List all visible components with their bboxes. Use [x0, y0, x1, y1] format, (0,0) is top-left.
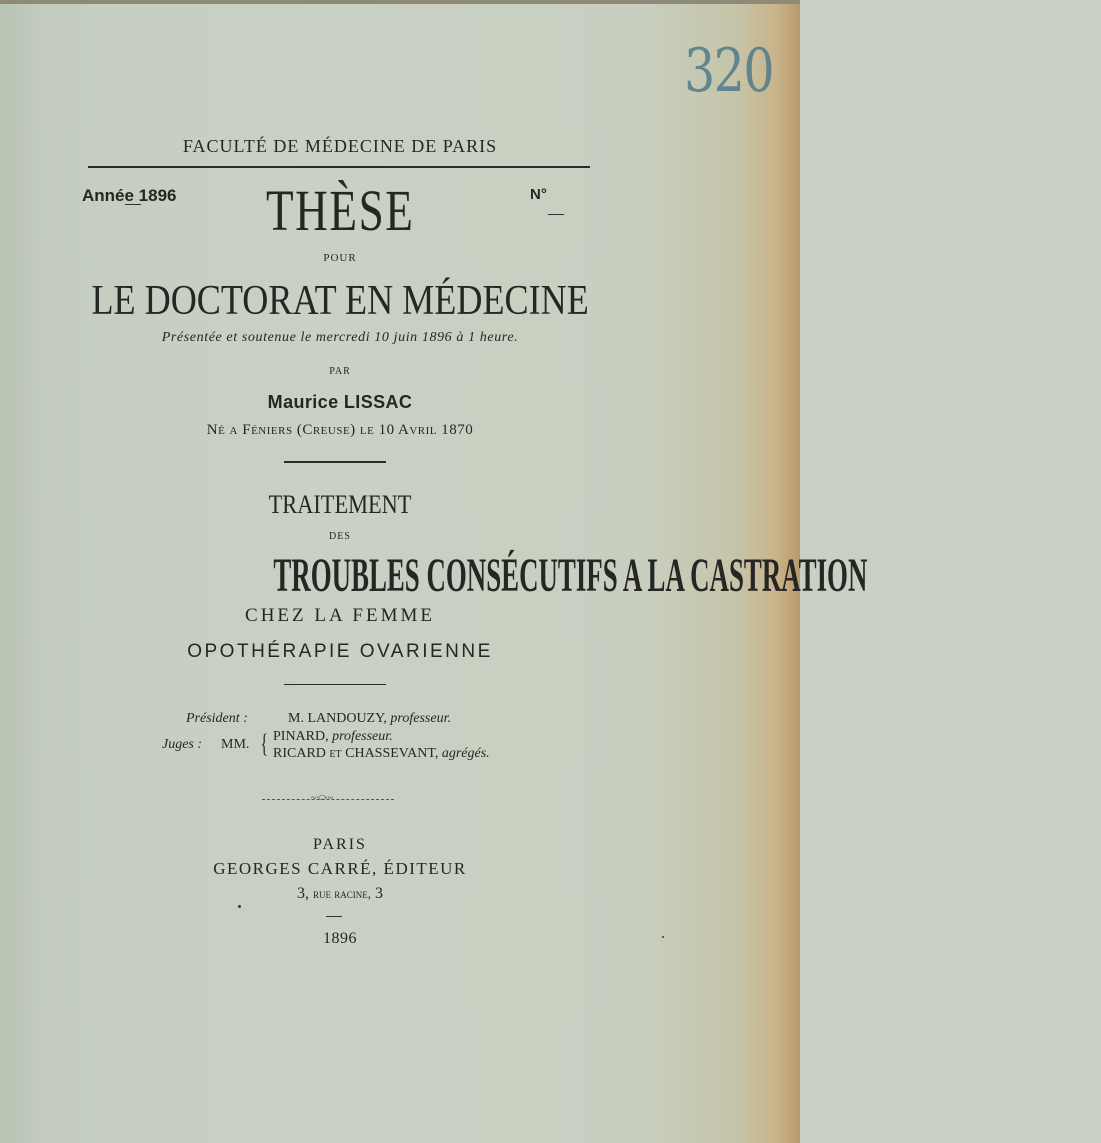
president-entry	[288, 711, 451, 727]
des-label: DES	[329, 531, 351, 542]
publisher-city: PARIS	[313, 836, 367, 853]
ink-speck	[238, 905, 241, 908]
ink-speck	[662, 936, 664, 938]
these-title: THÈSE	[265, 178, 415, 243]
thesis-main-title: TROUBLES CONSÉCUTIFS A LA CASTRATION	[273, 549, 868, 602]
jury-brace: {	[260, 729, 268, 758]
juge2-et: et	[329, 746, 342, 761]
year-label: Année 1896	[82, 186, 177, 205]
juge2-name2: CHASSEVANT,	[345, 746, 439, 761]
bottom-dash	[326, 916, 342, 917]
author-birth-line: Né a Féniers (Creuse) le 10 Avril 1870	[206, 422, 474, 438]
faculty-heading: FACULTÉ DE MÉDECINE DE PARIS	[182, 136, 498, 156]
address-number-1: 3,	[297, 885, 309, 902]
middle-rule-1	[284, 461, 386, 463]
juge-entry-1	[273, 729, 393, 745]
author-name: Maurice LISSAC	[267, 392, 413, 412]
top-rule	[88, 166, 590, 168]
defense-date-line: Présentée et soutenue le mercredi 10 juin 1896 à 1 heure.	[161, 330, 519, 345]
president-role: professeur.	[390, 711, 451, 726]
president-label: Président :	[186, 711, 248, 726]
number-label: N°	[530, 186, 547, 203]
juge-entry-2	[273, 746, 490, 762]
mm-label: MM.	[221, 737, 250, 752]
page-top-edge	[0, 0, 800, 4]
ornament-center-icon: ~<>~	[311, 793, 334, 804]
juges-label: Juges :	[162, 737, 203, 752]
library-stamp-number: 320	[684, 36, 773, 106]
par-label: PAR	[329, 366, 351, 377]
juge1-role: professeur.	[332, 729, 393, 744]
opotherapie-line: OPOTHÉRAPIE OVARIENNE	[187, 641, 493, 662]
pour-label: POUR	[323, 252, 357, 264]
juge2-name: RICARD	[273, 746, 326, 761]
publisher-name: GEORGES CARRÉ, ÉDITEUR	[213, 859, 467, 878]
middle-rule-2	[284, 684, 386, 685]
doctorat-title: LE DOCTORAT EN MÉDECINE	[91, 278, 589, 324]
address-street: rue racine,	[313, 886, 371, 901]
juge1-name: PINARD,	[273, 729, 329, 744]
publication-year: 1896	[323, 930, 357, 947]
publisher-address	[40, 885, 640, 903]
juge2-role: agrégés.	[441, 746, 490, 761]
president-name: M. LANDOUZY,	[288, 711, 387, 726]
chez-la-femme-line: CHEZ LA FEMME	[245, 605, 435, 626]
address-number-2: 3	[375, 885, 383, 902]
traitement-heading: TRAITEMENT	[268, 490, 412, 519]
